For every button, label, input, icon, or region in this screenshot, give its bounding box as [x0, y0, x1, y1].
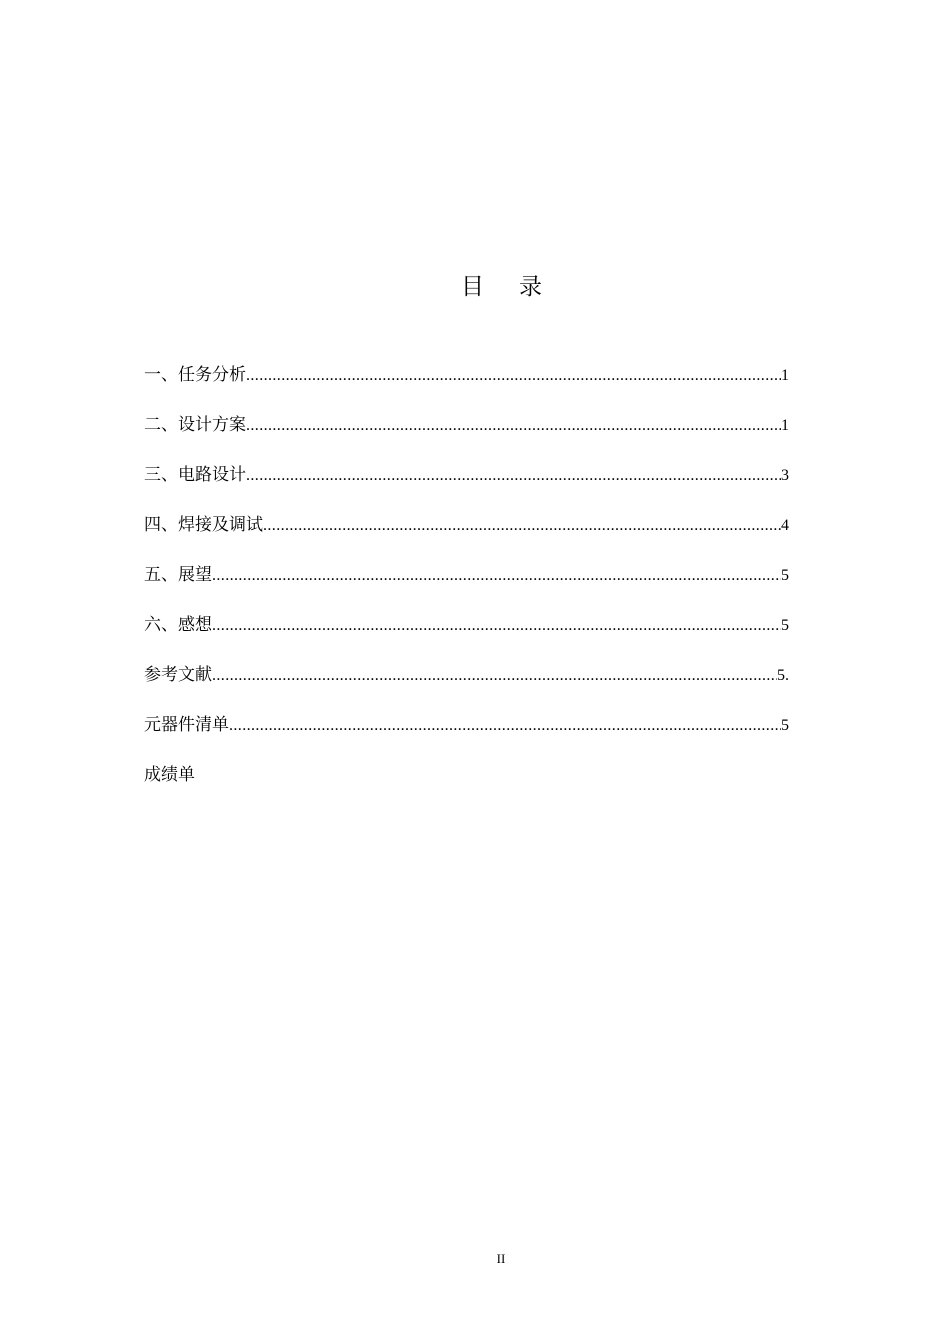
toc-entry-page: 5	[781, 717, 789, 734]
toc-entry-label: 四、焊接及调试	[144, 515, 263, 535]
toc-entry-page: 1	[781, 367, 789, 384]
toc-entry-page: 5	[781, 617, 789, 634]
page-number: II	[496, 1251, 506, 1266]
toc-entry-grade-sheet[interactable]	[144, 760, 789, 810]
toc-entry-label: 五、展望	[144, 565, 212, 585]
toc-entry-label: 二、设计方案	[144, 415, 246, 435]
toc-entry-component-list[interactable]	[144, 710, 789, 760]
toc-entry-label: 六、感想	[144, 615, 212, 635]
toc-entry-page: 5.	[777, 667, 789, 684]
toc-entry-label: 三、电路设计	[144, 465, 246, 485]
toc-entry-label: 一、任务分析	[144, 365, 246, 385]
toc-entry-task-analysis[interactable]	[144, 360, 789, 410]
toc-entry-circuit-design[interactable]	[144, 460, 789, 510]
toc-title: 目录	[461, 274, 577, 300]
toc-dot-leader	[212, 661, 777, 691]
toc-dot-leader	[229, 711, 781, 741]
toc-entry-label: 元器件清单	[144, 715, 229, 735]
toc-entry-design-plan[interactable]	[144, 410, 789, 460]
toc-entry-welding-debugging[interactable]	[144, 510, 789, 560]
toc-dot-leader	[212, 561, 781, 591]
table-of-contents	[144, 360, 789, 810]
toc-entry-page: 1	[781, 417, 789, 434]
toc-dot-leader	[212, 611, 781, 641]
toc-dot-leader	[246, 361, 781, 391]
toc-dot-leader	[246, 411, 781, 441]
toc-dot-leader	[246, 461, 781, 491]
toc-dot-leader	[263, 511, 781, 541]
toc-entry-page: 3	[781, 467, 789, 484]
toc-entry-label: 参考文献	[144, 665, 212, 685]
toc-entry-outlook[interactable]	[144, 560, 789, 610]
toc-entry-references[interactable]	[144, 660, 789, 710]
toc-entry-reflections[interactable]	[144, 610, 789, 660]
toc-entry-label: 成绩单	[144, 765, 195, 785]
toc-entry-page: 5	[781, 567, 789, 584]
toc-entry-page: 4	[781, 517, 789, 534]
